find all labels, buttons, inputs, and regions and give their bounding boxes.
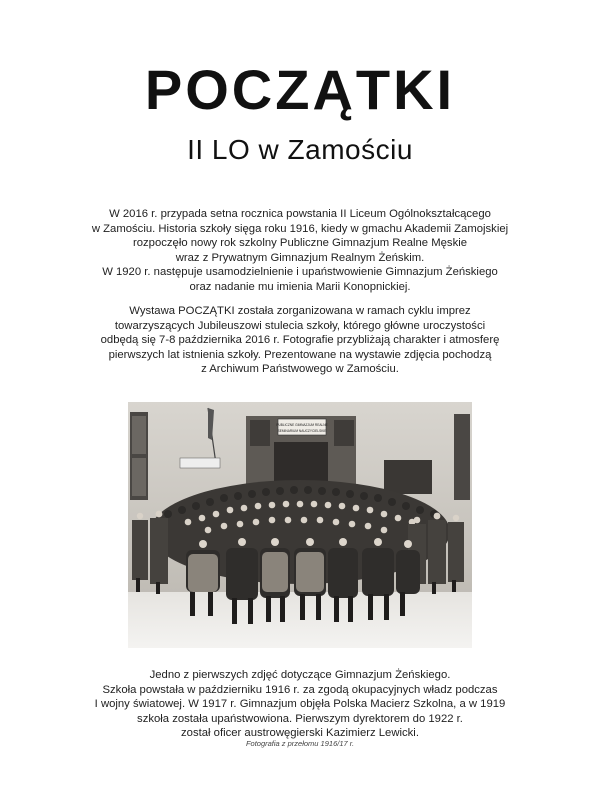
- caption-line: I wojny światowej. W 1917 r. Gimnazjum objęła Polska Macierz Szkolna, a w 1919: [94, 698, 506, 711]
- sign-line: PUBLICZNE GIMNAZJUM REALNE: [276, 423, 328, 427]
- text-line: towarzyszących Jubileuszowi stulecia szkoły, którego główne uroczystości: [114, 319, 486, 332]
- text-line: w Zamościu. Historia szkoły sięga roku 1916, kiedy w gmachu Akademii Zamojskiej: [91, 222, 509, 235]
- text-line: W 1920 r. następuje usamodzielnienie i upaństwowienie Gimnazjum Żeńskiego: [102, 266, 498, 279]
- photo-caption: [0, 668, 600, 741]
- sign-line: SEMINARIUM NAUCZYCIELSKIE: [277, 429, 327, 433]
- text-line: odbędą się 7-8 października 2016 r. Fotografie przybliżają charakter i atmosferę: [100, 334, 500, 347]
- text-line: Wystawa POCZĄTKI została zorganizowana w ramach cyklu imprez: [129, 305, 471, 317]
- caption-line: Szkoła powstała w październiku 1916 r. za zgodą okupacyjnych władz podczas: [102, 683, 498, 696]
- text-line: W 2016 r. przypada setna rocznica powstania II Liceum Ogólnokształcącego: [109, 208, 491, 220]
- text-line: z Archiwum Państwowego w Zamościu.: [201, 363, 399, 376]
- page-subtitle: II LO w Zamościu: [187, 134, 413, 165]
- intro-paragraph-2: [0, 304, 600, 377]
- caption-line: Jedno z pierwszych zdjęć dotyczące Gimnazjum Żeńskiego.: [149, 669, 451, 681]
- intro-paragraph-1: [0, 207, 600, 295]
- photo-credit: Fotografia z przełomu 1916/17 r.: [245, 739, 355, 748]
- text-line: pierwszych lat istnienia szkoły. Prezentowane na wystawie zdjęcia pochodzą: [108, 348, 492, 361]
- text-line: wraz z Prywatnym Gimnazjum Realnym Żeńskim.: [175, 251, 425, 264]
- historic-group-photo: [128, 402, 472, 648]
- group-photo-illustration: [128, 402, 472, 648]
- caption-line: został oficer austrowęgierski Kazimierz Lewicki.: [181, 727, 419, 740]
- text-line: rozpoczęło nowy rok szkolny Publiczne Gimnazjum Realne Męskie: [132, 237, 468, 250]
- text-line: oraz nadanie mu imienia Marii Konopnickiej.: [189, 280, 411, 293]
- page-title: POCZĄTKI: [144, 58, 456, 121]
- caption-line: szkoła została upaństwowiona. Pierwszym dyrektorem do 1922 r.: [137, 712, 463, 725]
